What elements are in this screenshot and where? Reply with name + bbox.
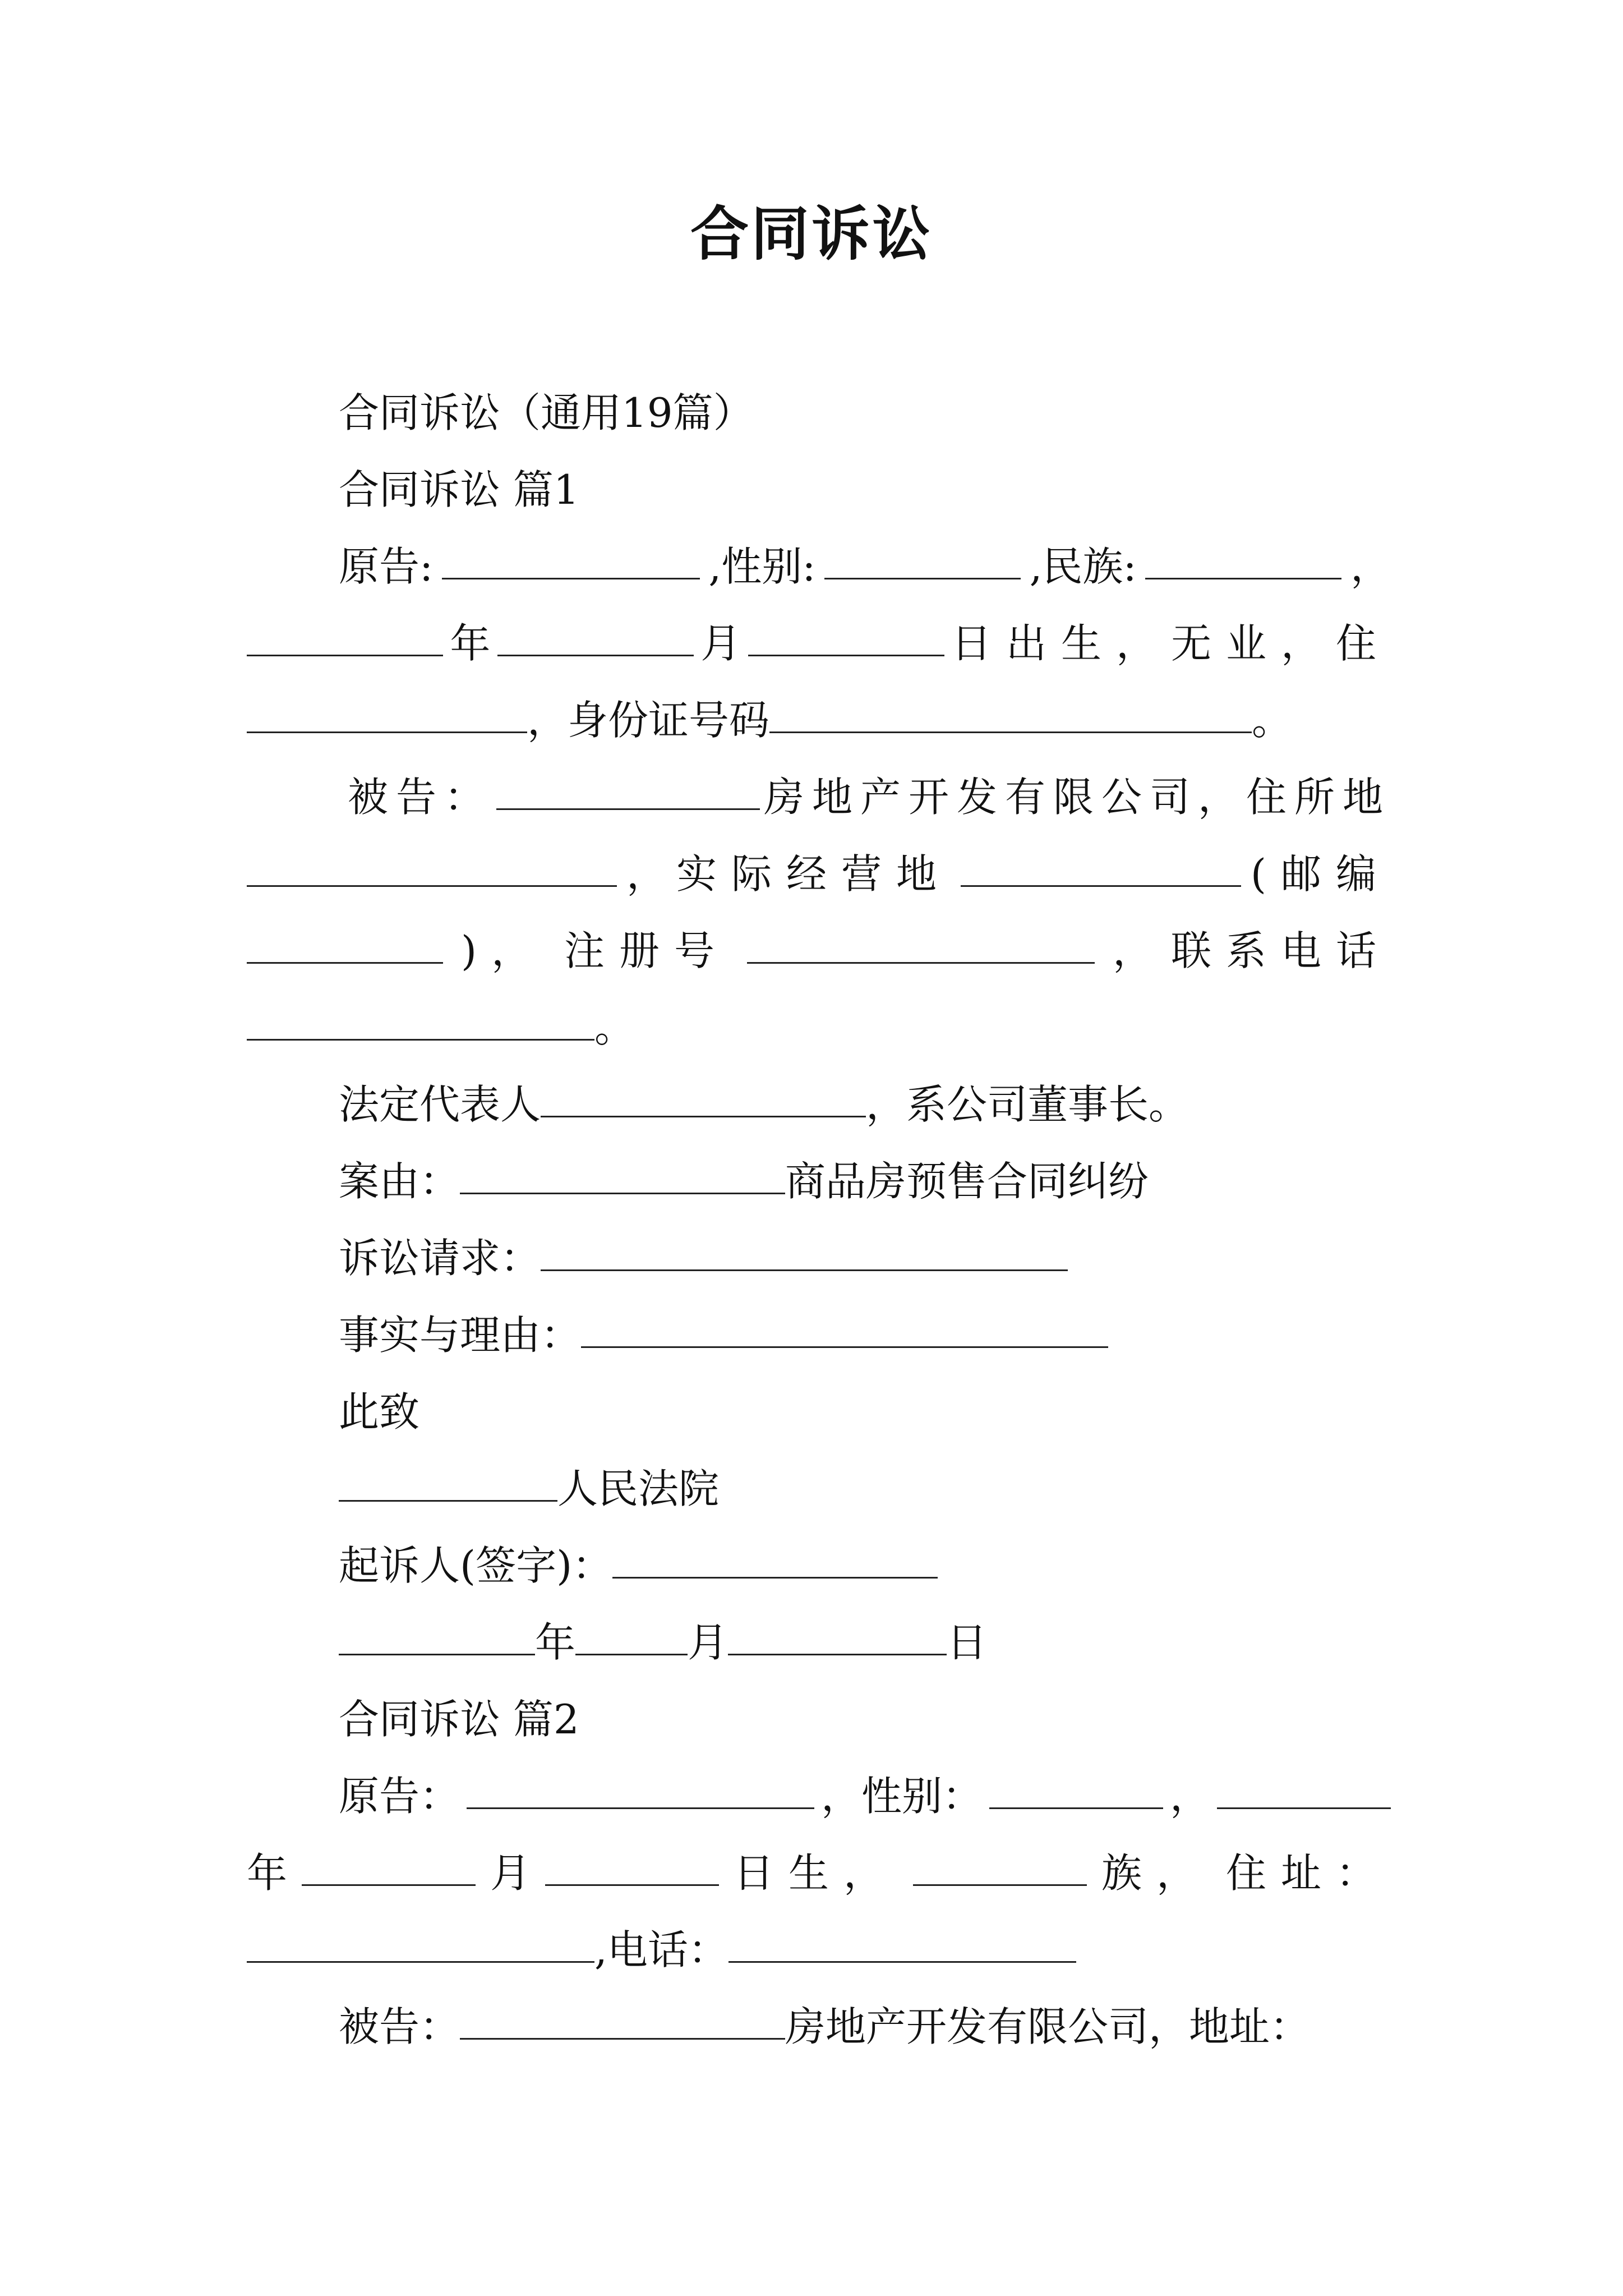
s1-ethnic-blank	[1145, 577, 1341, 579]
s1-legal-rep-label: 法定代表人	[339, 1081, 541, 1128]
s2-comma: ，	[1169, 1773, 1210, 1820]
s1-plaintiff-line1	[247, 528, 1391, 605]
s1-gender-blank	[824, 577, 1021, 579]
s1-born-text: 日出生，无业，住	[951, 620, 1391, 667]
s1-facts-label: 事实与理由：	[339, 1312, 582, 1359]
s1-defendant-comma: ，	[626, 850, 667, 898]
s1-gender-label: ,性别:	[708, 543, 816, 590]
s2-day-blank	[545, 1884, 719, 1886]
s1-address-blank	[247, 731, 527, 733]
s1-postcode-blank	[247, 961, 443, 964]
s1-signer	[247, 1527, 1391, 1604]
section1-heading: 合同诉讼 篇1	[339, 466, 579, 513]
s2-born-text: 日生，	[733, 1849, 898, 1897]
s1-cause	[247, 1143, 1391, 1220]
s1-business-addr-blank	[961, 885, 1241, 887]
s2-plaintiff-name-blank	[467, 1807, 814, 1809]
s2-plaintiff-line3	[247, 1912, 1391, 1989]
s2-defendant-line1	[247, 1989, 1391, 2065]
s2-gender-label: ，性别：	[820, 1773, 983, 1820]
s1-signer-blank	[612, 1576, 938, 1579]
document-subtitle: 合同诉讼（通用19篇）	[339, 389, 754, 436]
s1-closing: 此致	[339, 1388, 420, 1435]
s1-defendant-line2	[247, 836, 1391, 913]
s1-day-blank	[748, 654, 944, 656]
s1-court	[247, 1451, 1391, 1527]
s1-date-month: 月	[688, 1619, 728, 1666]
document-title: 合同诉讼	[690, 199, 933, 268]
s2-defendant-name-blank	[460, 2037, 785, 2040]
s1-reg-blank	[747, 961, 1095, 964]
s1-court-blank	[339, 1499, 557, 1502]
s1-claims-blank	[541, 1269, 1068, 1271]
s1-defendant-line1	[247, 759, 1391, 836]
s2-ethnic-blank	[913, 1884, 1087, 1886]
s1-claims	[247, 1220, 1391, 1297]
s1-id-blank	[769, 731, 1252, 733]
s2-phone-label: ,电话：	[594, 1926, 728, 1973]
s1-postcode-close: )，	[460, 927, 547, 974]
s1-cause-blank	[460, 1192, 785, 1194]
s1-defendant-name-blank	[496, 808, 760, 810]
s1-month-label: 月	[700, 620, 741, 667]
s1-claims-label: 诉讼请求：	[339, 1235, 541, 1282]
s2-year-blank	[1217, 1807, 1391, 1809]
s1-postcode-open: (邮编	[1250, 850, 1391, 898]
s1-residence-blank	[247, 885, 617, 887]
s2-ethnic-text: 族，	[1101, 1849, 1211, 1897]
s2-plaintiff-label: 原告：	[339, 1773, 460, 1820]
s1-defendant-end: 。	[594, 1004, 635, 1051]
s1-year-label: 年	[450, 620, 491, 667]
s1-plaintiff-label: 原告:	[339, 543, 434, 590]
s1-date-day: 日	[947, 1619, 988, 1666]
s1-ethnic-label: ,民族:	[1029, 543, 1137, 590]
s2-addr-label: 住址：	[1225, 1849, 1391, 1897]
s1-date	[247, 1604, 1391, 1681]
s2-address-blank	[247, 1961, 594, 1963]
s1-cause-label: 案由：	[339, 1158, 460, 1205]
s1-comma: ，	[1350, 543, 1391, 590]
s1-phone-blank	[247, 1038, 594, 1041]
s1-legal-rep-suffix: ，系公司董事长。	[866, 1081, 1189, 1128]
s1-plaintiff-line3	[247, 682, 1391, 759]
s1-business-addr-label: 实际经营地	[676, 850, 951, 898]
s2-plaintiff-line1	[247, 1758, 1391, 1835]
s1-defendant-comma2: ，	[1112, 927, 1153, 974]
s1-date-year: 年	[535, 1619, 576, 1666]
s2-defendant-label: 被告：	[339, 2003, 460, 2050]
s1-defendant-line3	[247, 913, 1391, 990]
section2-heading: 合同诉讼 篇2	[339, 1696, 579, 1743]
s1-signer-label: 起诉人(签字)：	[339, 1542, 613, 1589]
s2-gender-blank	[989, 1807, 1163, 1809]
s1-cause-suffix: 商品房预售合同纠纷	[785, 1158, 1149, 1205]
s1-defendant-label: 被告：	[348, 774, 493, 821]
s1-facts-blank	[581, 1346, 1108, 1348]
s1-date-year-blank	[339, 1653, 535, 1655]
s1-date-day-blank	[728, 1653, 947, 1655]
s1-facts	[247, 1297, 1391, 1374]
s1-legal-rep	[247, 1066, 1391, 1143]
s2-phone-blank	[728, 1961, 1076, 1963]
s1-date-month-blank	[575, 1653, 688, 1655]
s1-month-blank	[497, 654, 694, 656]
s2-month-label: 月	[490, 1849, 531, 1897]
s1-defendant-company: 房地产开发有限公司，住所地	[763, 774, 1391, 821]
s1-end: 。	[1252, 697, 1293, 744]
s1-defendant-line4	[247, 990, 1391, 1066]
s1-plaintiff-line2	[247, 605, 1391, 682]
s1-legal-rep-blank	[541, 1115, 866, 1117]
s2-defendant-company: 房地产开发有限公司，地址：	[785, 2003, 1311, 2050]
s2-year-label: 年	[247, 1849, 288, 1897]
s2-plaintiff-line2	[247, 1835, 1391, 1912]
document-body	[247, 375, 1391, 2065]
s2-month-blank	[302, 1884, 476, 1886]
s1-plaintiff-name-blank	[442, 577, 700, 579]
s1-court-label: 人民法院	[557, 1465, 720, 1512]
s1-reg-label: 注册号	[564, 927, 730, 974]
s1-year-blank	[247, 654, 443, 656]
s1-id-label: ，身份证号码	[527, 697, 770, 744]
s1-phone-label: 联系电话	[1170, 927, 1391, 974]
